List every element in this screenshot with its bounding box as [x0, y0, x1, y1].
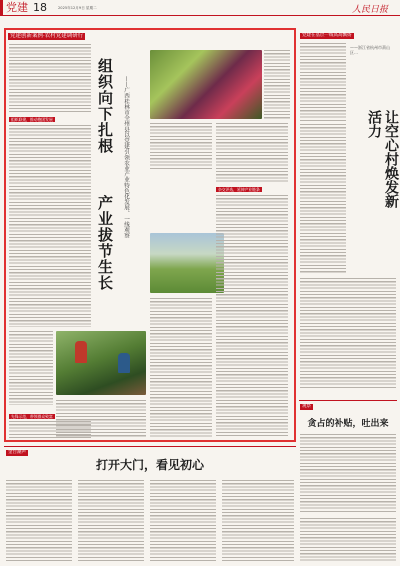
page-header	[0, 0, 400, 18]
lead-photo-orchard	[150, 233, 224, 293]
bottom-kicker: 金台潮声	[8, 450, 26, 455]
lead-text-col-j	[264, 50, 290, 119]
lead-photo-villagers	[56, 331, 146, 395]
right-bottom-text	[300, 518, 396, 562]
lead-text-col-c	[9, 331, 53, 405]
lead-text-col-g	[216, 195, 288, 437]
lead-vertical-title-1: 组织向下扎根	[96, 58, 114, 154]
issue-date: 2025年12月9日 星期二	[58, 6, 97, 10]
lead-subtitle: ——广西桂林市全州县以党建引领农业产业特色化发展、一线观察	[123, 76, 129, 239]
lead-sub1: 组织联建，推动抱团发展	[11, 117, 53, 122]
lead-kicker: 党建创新案例·农村党建调研行	[10, 33, 84, 39]
person-red-jacket	[75, 341, 87, 363]
bottom-text-col-c	[150, 480, 216, 562]
page-number: 18	[33, 1, 47, 14]
comment-kicker: 观察	[302, 404, 311, 409]
lead-text-col-i	[56, 400, 146, 438]
header-rule	[0, 15, 400, 16]
right-kicker: 党建在基层一线高高飘扬	[302, 33, 352, 38]
comment-rule	[299, 400, 397, 401]
lead-text-col-e	[150, 123, 212, 171]
bottom-text-col-a	[6, 480, 72, 562]
lead-text-col-b	[9, 125, 91, 327]
bottom-title: 打开大门，看见初心	[95, 458, 204, 472]
right-text-col-a	[300, 43, 346, 121]
bottom-text-col-d	[222, 480, 294, 562]
newspaper-logo: 人民日报	[352, 5, 389, 15]
lead-sub3: 杂交评选，延伸产业链条	[218, 187, 260, 192]
right-text-col-b	[300, 124, 346, 274]
right-subtitle: ——浙江省杭州市萧山区…	[350, 45, 390, 55]
lead-sub2: 先锋示范，带领群众致富	[11, 414, 53, 419]
lead-text-col-a	[9, 44, 91, 112]
comment-title: 贪占的补贴，吐出来	[307, 419, 389, 429]
lead-text-col-h	[150, 298, 212, 437]
lead-vertical-title-2: 产业拔节生长	[96, 195, 114, 291]
header-accent-bar	[0, 0, 3, 15]
bottom-rule	[4, 446, 296, 447]
right-title: 让空心村焕发新活力	[366, 110, 399, 208]
lead-photo-grapes	[150, 50, 262, 119]
right-text-col-c	[300, 278, 396, 388]
comment-text	[300, 434, 396, 514]
section-name: 党建	[6, 1, 28, 14]
lead-text-col-f	[216, 123, 288, 183]
person-blue-jacket	[118, 353, 130, 373]
bottom-text-col-b	[78, 480, 144, 562]
